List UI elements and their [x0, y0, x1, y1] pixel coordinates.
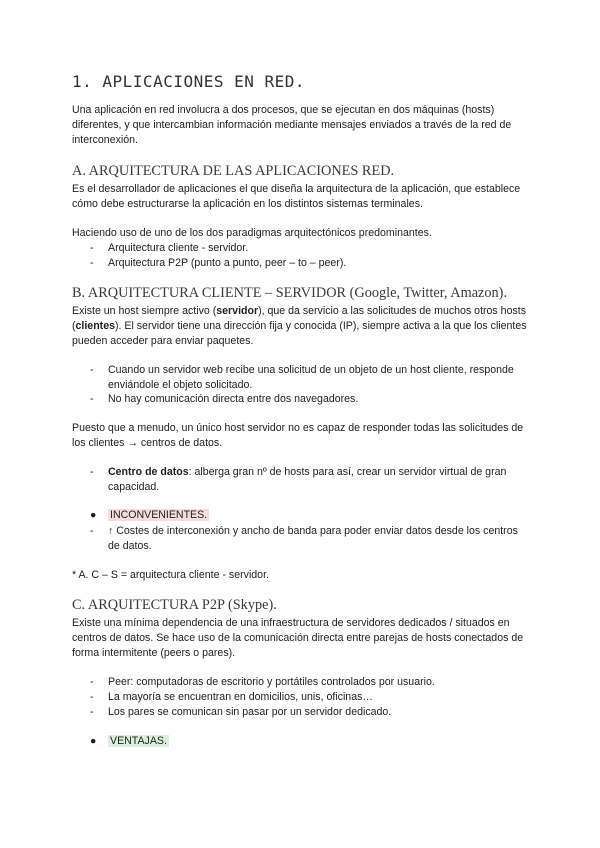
dot-bullet: ●: [90, 735, 97, 747]
dash-bullet: -: [90, 257, 94, 269]
list-item: [72, 392, 532, 407]
dash-bullet: -: [90, 364, 94, 376]
list-item: [72, 256, 532, 271]
text-run: ), que da servicio a las solicitudes de muchos otros hosts (: [72, 305, 526, 333]
list-item: [72, 465, 532, 495]
dash-bullet: -: [90, 691, 94, 703]
list-item-text: [108, 465, 532, 495]
list-item: [72, 675, 532, 690]
ventajas-highlight: VENTAJAS.: [110, 735, 167, 747]
section-a-paragraph-1: Es el desarrollador de aplicaciones el que diseña la arquitectura de la aplicación, que establece cómo debe estructurarse la aplicación en los distintos sistemas terminales.: [72, 183, 521, 211]
list-item: [72, 705, 532, 720]
section-a-paragraph-2: Haciendo uso de uno de los dos paradigmas arquitectónicos predominantes.: [72, 227, 432, 239]
list-item-text: Arquitectura P2P (punto a punto, peer – to – peer).: [108, 257, 347, 269]
list-item-text: La mayoría se encuentran en domicilios, unis, oficinas…: [108, 691, 373, 703]
list-item: [72, 524, 532, 554]
list-item: [72, 363, 532, 393]
list-item-text: ↑ Costes de interconexión y ancho de banda para poder enviar datos desde los centros de datos.: [108, 525, 518, 553]
section-c-paragraph-1: Existe una mínima dependencia de una infraestructura de servidores dedicados / situados en centros de datos. Se hace uso de la comunicación directa entre parejas de hosts conectados de forma intermitente (peers o pares).: [72, 617, 524, 660]
inconvenientes-highlight: INCONVENIENTES.: [110, 509, 208, 521]
dash-bullet: -: [90, 706, 94, 718]
intro-paragraph: Una aplicación en red involucra a dos procesos, que se ejecutan en dos máquinas (hosts) diferentes, y que intercambian información mediante mensajes enviados a través de la red de interconexión.: [72, 104, 512, 147]
bold-term-servidor: servidor: [216, 305, 259, 317]
footnote: * A. C – S = arquitectura cliente - servidor.: [72, 569, 269, 581]
bold-term-clientes: clientes: [75, 320, 115, 333]
list-item-text: Cuando un servidor web recibe una solicitud de un objeto de un host cliente, responde enviándole el objeto solicitado.: [108, 364, 514, 392]
dash-bullet: -: [90, 242, 94, 254]
dot-bullet: ●: [90, 509, 97, 521]
page-title: 1. APLICACIONES EN RED.: [72, 72, 306, 91]
bold-term-centro-de-datos: Centro de datos: [108, 466, 189, 478]
list-item: [72, 508, 532, 523]
text-run: Existe un host siempre activo (: [72, 305, 217, 317]
dash-bullet: -: [90, 525, 94, 537]
section-b-paragraph-1: [72, 304, 532, 350]
list-item-text: Arquitectura cliente - servidor.: [108, 242, 249, 254]
text-run: : alberga gran nº de hosts para así, crear un servidor virtual de gran capacidad.: [108, 466, 507, 494]
list-item: [72, 690, 532, 705]
dash-bullet: -: [90, 466, 94, 478]
section-a-heading: A. ARQUITECTURA DE LAS APLICACIONES RED.: [72, 163, 395, 179]
section-c-heading: C. ARQUITECTURA P2P (Skype).: [72, 597, 277, 613]
list-item-text: No hay comunicación directa entre dos navegadores.: [108, 393, 359, 405]
dash-bullet: -: [90, 676, 94, 688]
text-run: ). El servidor tiene una dirección fija y conocida (IP), siempre activa a la que los clientes pueden acceder para enviar paquetes.: [72, 320, 527, 348]
list-item-text: Los pares se comunican sin pasar por un servidor dedicado.: [108, 706, 392, 718]
list-item: [72, 734, 532, 749]
list-item-text: Peer: computadoras de escritorio y portátiles controlados por usuario.: [108, 676, 435, 688]
section-b-heading: B. ARQUITECTURA CLIENTE – SERVIDOR (Google, Twitter, Amazon).: [72, 285, 508, 301]
dash-bullet: -: [90, 393, 94, 405]
section-b-paragraph-2: Puesto que a menudo, un único host servidor no es capaz de responder todas las solicitudes de los clientes → centros de datos.: [72, 422, 524, 450]
list-item: [72, 241, 532, 256]
